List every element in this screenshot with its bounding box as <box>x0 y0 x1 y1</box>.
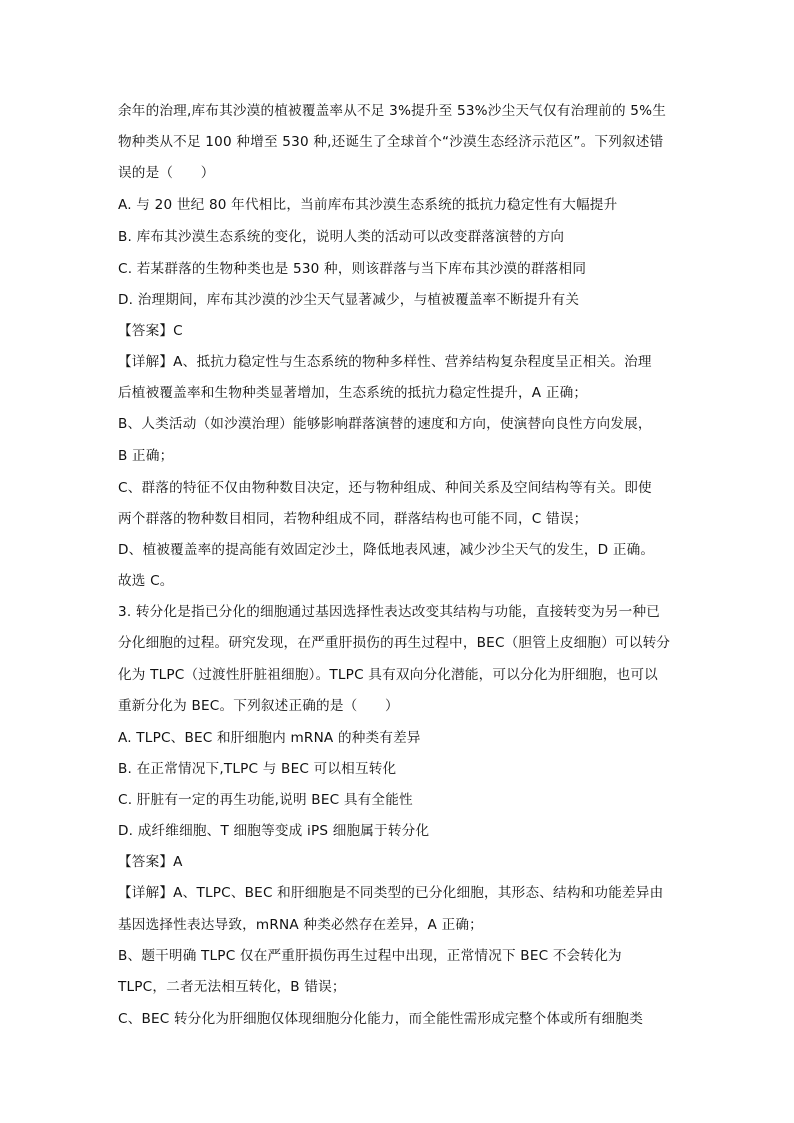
explanation-line: 【详解】A、抵抗力稳定性与生态系统的物种多样性、营养结构复杂程度呈正相关。治理 <box>118 354 652 370</box>
explanation-line: 基因选择性表达导致，mRNA 种类必然存在差异，A 正确； <box>118 917 483 933</box>
text-line: 误的是（ ） <box>118 165 215 181</box>
explanation-line: 【详解】A、TLPC、BEC 和肝细胞是不同类型的已分化细胞，其形态、结构和功能差异由 <box>118 885 664 901</box>
text-line: 余年的治理,库布其沙漠的植被覆盖率从不足 3%提升至 53%沙尘天气仅有治理前的 5%生 <box>118 103 667 119</box>
option-a: A. TLPC、BEC 和肝细胞内 mRNA 的种类有差异 <box>118 730 421 746</box>
question-line: 分化细胞的过程。研究发现，在严重肝损伤的再生过程中，BEC（胆管上皮细胞）可以转分 <box>118 635 671 651</box>
option-b: B. 在正常情况下,TLPC 与 BEC 可以相互转化 <box>118 761 397 777</box>
explanation-line: TLPC，二者无法相互转化，B 错误； <box>118 979 346 995</box>
option-d: D. 成纤维细胞、T 细胞等变成 iPS 细胞属于转分化 <box>118 823 430 839</box>
option-c: C. 肝脏有一定的再生功能,说明 BEC 具有全能性 <box>118 792 413 808</box>
explanation-line: 后植被覆盖率和生物种类显著增加，生态系统的抵抗力稳定性提升，A 正确； <box>118 385 588 401</box>
explanation-line: B 正确； <box>118 448 174 464</box>
answer-label: 【答案】C <box>118 323 183 339</box>
explanation-line: C、BEC 转分化为肝细胞仅体现细胞分化能力，而全能性需形成完整个体或所有细胞类 <box>118 1011 643 1027</box>
explanation-line: D、植被覆盖率的提高能有效固定沙土，降低地表风速，减少沙尘天气的发生，D 正确。 <box>118 542 655 558</box>
text-line: 物种类从不足 100 种增至 530 种,还诞生了全球首个“沙漠生态经济示范区”。下列叙述错 <box>118 134 664 150</box>
option-a: A. 与 20 世纪 80 年代相比，当前库布其沙漠生态系统的抵抗力稳定性有大幅提升 <box>118 197 618 213</box>
explanation-line: 两个群落的物种数目相同，若物种组成不同，群落结构也可能不同，C 错误； <box>118 511 588 527</box>
explanation-line: C、群落的特征不仅由物种数目决定，还与物种组成、种间关系及空间结构等有关。即使 <box>118 480 652 496</box>
question-line: 3. 转分化是指已分化的细胞通过基因选择性表达改变其结构与功能，直接转变为另一种已 <box>118 604 661 620</box>
explanation-line: 故选 C。 <box>118 573 174 589</box>
explanation-line: B、题干明确 TLPC 仅在严重肝损伤再生过程中出现，正常情况下 BEC 不会转化为 <box>118 948 622 964</box>
answer-label: 【答案】A <box>118 854 183 870</box>
option-b: B. 库布其沙漠生态系统的变化，说明人类的活动可以改变群落演替的方向 <box>118 229 565 245</box>
question-line: 重新分化为 BEC。下列叙述正确的是（ ） <box>118 698 399 714</box>
option-d: D. 治理期间，库布其沙漠的沙尘天气显著减少，与植被覆盖率不断提升有关 <box>118 292 580 308</box>
option-c: C. 若某群落的生物种类也是 530 种，则该群落与当下库布其沙漠的群落相同 <box>118 261 587 277</box>
explanation-line: B、人类活动（如沙漠治理）能够影响群落演替的速度和方向，使演替向良性方向发展， <box>118 416 652 432</box>
question-line: 化为 TLPC（过渡性肝脏祖细胞）。TLPC 具有双向分化潜能，可以分化为肝细胞，也可以 <box>118 667 658 683</box>
